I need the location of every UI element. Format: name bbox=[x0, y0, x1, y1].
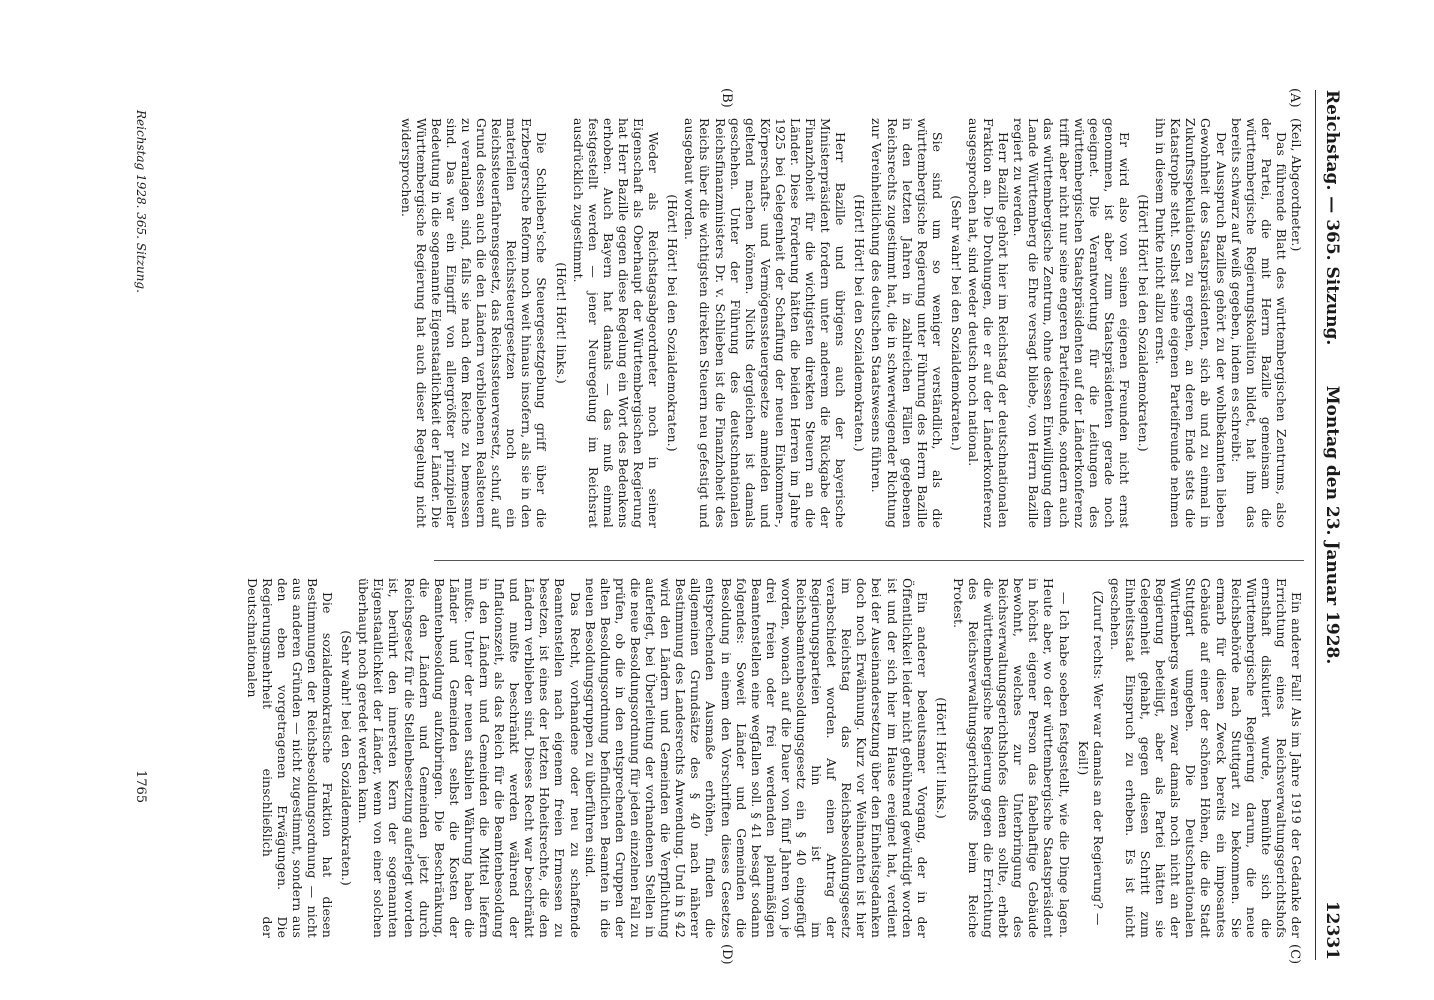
margin-mark-b: (B) bbox=[719, 88, 734, 108]
paragraph: Das führende Blatt des württembergischen Zentrums, also der Partei, die mit Herrn Bazille gemeinsam die württembergische Regierungskoalition bildet, hat ihm das bereits schwarz auf weiß gegeben, indem es schreibt: bbox=[1228, 118, 1289, 528]
interjection: (Hört! Hört! links.) bbox=[553, 262, 569, 384]
header-rule bbox=[1315, 90, 1316, 960]
paragraph: Die sozialdemokratische Fraktion hat diesen Bestimmungen der Reichsbesoldungsordnung — nicht aus anderen Gründen — nicht zugestimmt, sondern aus den eben vorgetragenen Erwägungen. Die Regierungsmehrheit einschließlich der Deutschnationalen bbox=[244, 578, 336, 938]
page-header bbox=[1318, 90, 1342, 960]
quote: Der Ausspruch Bazilles gehört zu der wohlbekannten lieben Gewohnheit des Staatspräsidenten, sich ab und zu einmal in Zukunftsspekulationen zu ergehen, an deren Ende stets die Katastrophe steht. Selbst seine eigenen Parteifreunde nehmen ihn in diesem Punkte nicht allzu ernst. bbox=[1153, 118, 1229, 528]
interjection: (Sehr wahr! bei den Sozialdemokraten.) bbox=[339, 630, 355, 886]
paragraph: Die Schlieben'sche Steuergesetzgebung griff über die Erzbergersche Reform noch weit hinaus insofern, als sie in den materiellen Reichssteuergesetzen noch ein Reichssteuerfahrensgesetz, das Reichssteuerversetz, schuf, auf Grund dessen auch die den Ländern verbliebenen Realsteuern zu veranlagen sind, falls sie nach dem Reiche zu bemessen sind. Das war ein Eingriff von allergrößter prinzipieller Bedeutung in die sogenannte Eigenstaatlichkeit der Länder. Die Württembergische Regierung hat auch dieser Regelung nicht widersprochen. bbox=[398, 118, 550, 528]
interjection: (Zuruf rechts: Wer war damals an der Regierung? — Keil!) bbox=[1075, 590, 1106, 926]
column-divider bbox=[434, 560, 1304, 561]
margin-mark-d: (D) bbox=[719, 944, 734, 965]
paragraph: Ein anderer bedeutsamer Vorgang, der in der Öffentlichkeit leider nicht gebührend gewürdigt worden ist und der sich hier im Hause ereignet hat, verdient bei der Auseinandersetzung über den Einheitsgedanken doch noch Erwähnung. Kurz vor Weihnachten ist hier im Reichstag das Reichsbesoldungsgesetz verabschiedet worden. Auf einen Antrag der Regierungsparteien hin ist im Reichsbeamtenbesoldungsgesetz ein § 40 eingefügt worden, wonach auf die Dauer von fünf Jahren von je drei freien oder frei werdenden planmäßigen Beamtenstellen eine wegfallen soll. § 41 besagt sodann folgendes: Soweit Länder und Gemeinden die Besoldung in einem den Vorschriften dieses Gesetzes entsprechenden Ausmaße erhöhen, finden die allgemeinen Grundsätze des § 40 nach näherer Bestimmung des Landesrechts Anwendung. Und in § 42 wird den Ländern und Gemeinden die Verpflichtung auferlegt, bei Überleitung der vorhandenen Stellen in die neue Besoldungsordnung für jeden einzelnen Fall zu prüfen, ob die in den entsprechenden Gruppen der alten Besoldungsordnung befindlichen Beamten in die neuen Besoldungsgruppen zu überführen sind. bbox=[582, 578, 930, 938]
right-column bbox=[245, 578, 1304, 938]
margin-mark-a: (A) bbox=[1287, 88, 1302, 108]
paragraph: (Keil, Abgeordneter.) bbox=[1289, 118, 1304, 252]
paragraph: Er wird also von seinen eigenen Freunden nicht ernst genommen, ist aber zum Staatspräsidenten gerade noch geeignet. Die Verantwortung für die Leitungen des württembergischen Staatspräsidenten auf der Länderkonferenz trifft aber nicht nur seine engeren Parteifreunde, sondern auch das württembergische Zentrum, ohne dessen Einwilligung dem Lande Württemberg die Ehre versagt bliebe, von Herrn Bazille regiert zu werden. bbox=[1011, 118, 1132, 528]
margin-mark-c: (C) bbox=[1287, 944, 1302, 965]
interjection: (Sehr wahr! bei den Sozialdemokraten.) bbox=[948, 195, 964, 451]
paragraph: Weder als Reichstagsabgeordneter noch in seiner Eigenschaft als Oberhaupt der Württembergischen Regierung hat Herr Bazille gegen diese Regelung ein Wort des Bedenkens erhoben. Auch Bayern hat damals — das muß einmal festgestellt werden — jener Neuregelung im Reichsrat ausdrücklich zugestimmt. bbox=[570, 118, 662, 528]
paragraph: Herr Bazille gehört hier im Reichstag der deutschnationalen Fraktion an. Die Drohungen, die er auf der Länderkonferenz ausgesprochen hat, sind weder deutsch noch national. bbox=[966, 118, 1012, 528]
paragraph: Das Recht, vorhandene oder neu zu schaffende Beamtenstellen nach eigenem freien Ermessen zu besetzen, ist eines der letzten Hoheitsrechte, die den Ländern verblieben sind. Dieses Recht war beschränkt und mußte beschränkt werden während der Inflationszeit, als das Reich für die Beamtenbesoldung in den Ländern und Gemeinden die Mittel liefern mußte. Unter der neuen stabilen Währung haben die Länder und Gemeinden selbst die Kosten der Beamtenbesoldung aufzubringen. Die Beschränkung, die den Ländern und Gemeinden jetzt durch Reichsgesetz für die Stellenbesetzung auferlegt worden ist, berührt den innersten Kern der sogenannten Eigenstaatlichkeit der Länder, wenn von einer solchen überhaupt noch geredet werden kann. bbox=[356, 578, 583, 938]
interjection: (Hört! Hört! bei den Sozialdemokraten.) bbox=[852, 194, 868, 452]
interjection: (Hört! Hört! links.) bbox=[933, 697, 949, 819]
interjection: (Hört! Hört! bei den Sozialdemokraten.) bbox=[1136, 194, 1152, 452]
paragraph: Herr Bazille und übrigens auch der bayerische Ministerpräsident fordern unter anderem die Rückgabe der Finanzhoheit für die wichtigsten direkten Steuern an die Länder. Diese Forderung hätten die beiden Herren im Jahre 1925 bei Gelegenheit der Schaffung der neuen Einkommen-, Körperschafts- und Vermögenssteuergesetze anmelden und geltend machen können. Nichts dergleichen ist damals geschehen. Unter der Führung des deutschnationalen Reichsfinanzministers Dr. v. Schlieben ist die Finanzhoheit des Reichs über die wichtigsten direkten Steuern neu gefestigt und ausgebaut worden. bbox=[682, 118, 849, 528]
header-left: Reichstag. — 365. Sitzung. bbox=[1322, 90, 1342, 346]
header-center: Montag den 23. Januar 1928. bbox=[1322, 385, 1342, 665]
header-page-number: 12331 bbox=[1322, 900, 1342, 960]
paragraph: — Ich habe soeben festgestellt, wie die Dinge lagen. Heute aber, wo der württembergische Staatspräsident in höchst eigener Person das fabelhaftige Gebäude bewohnt, welches zur Unterbringung des Reichsverwaltungsgerichtshofes dienen sollte, erhebt die württembergische Regierung gegen die Errichtung des Reichsverwaltungsgerichtshofs beim Reiche Protest. bbox=[950, 578, 1072, 938]
footer-left: Reichstag 1928. 365. Sitzung. bbox=[134, 110, 148, 293]
footer-page-number: 1765 bbox=[133, 770, 148, 804]
paragraph: Ein anderer Fall! Als im Jahre 1919 der Gedanke der Errichtung eines Reichsverwaltungsgerichtshofs ernsthaft diskutiert wurde, bemühte sich die Württembergische Regierung darum, die neue Reichsbehörde nach Stuttgart zu bekommen. Sie ermarb für diesen Zweck bereits ein imposantes Gebäude auf einer der schönen Höhen, die die Stadt Stuttgart umgeben. Die Deutschnationalen Württembergs waren zwar damals noch nicht an der Regierung beteiligt, aber als Partei hätten sie Gelegenheit gehabt, gegen diesen Schritt zum Einheitsstaat Einspruch zu erheben. Es ist nicht geschehen. bbox=[1107, 578, 1304, 938]
left-column bbox=[399, 118, 1304, 528]
interjection: (Hört! Hört! bei den Sozialdemokraten.) bbox=[665, 194, 681, 452]
paragraph: Sie sind um so weniger verständlich, als die württembergische Regierung unter Führung des Herrn Bazille in den letzten Jahren in zahlreichen Fällen gegebenen Reichsrechts zugestimmt hat, die in schwerwiegender Richtung zur Vereinheitlichung des deutschen Staatswesens führen. bbox=[869, 118, 945, 528]
